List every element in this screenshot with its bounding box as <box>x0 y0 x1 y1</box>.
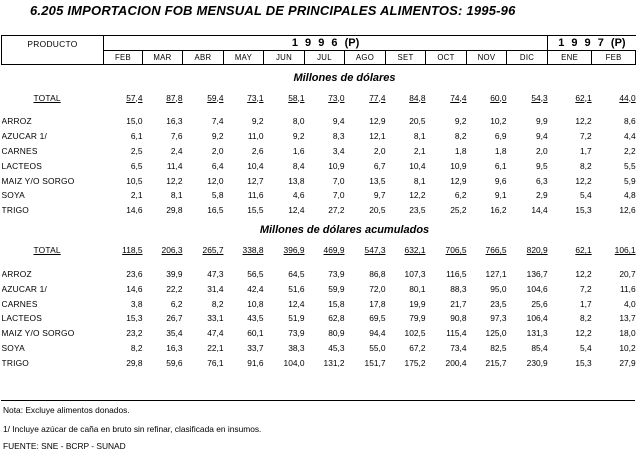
value-cell: 27,2 <box>328 205 345 216</box>
value-cell: 15,3 <box>575 205 592 216</box>
value-cell: 9,5 <box>535 160 548 171</box>
value-cell: 19,9 <box>409 298 426 309</box>
table-row <box>2 203 636 218</box>
month-header: NOV <box>467 51 507 65</box>
table-row <box>2 326 636 341</box>
month-header: MAR <box>143 51 183 65</box>
value-cell: 4,0 <box>623 298 636 309</box>
value-cell: 25,6 <box>531 298 548 309</box>
value-cell: 6,1 <box>494 160 507 171</box>
value-cell: 12,4 <box>288 298 305 309</box>
value-cell: 215,7 <box>485 357 507 368</box>
table-row <box>2 144 636 159</box>
value-cell: 1,7 <box>579 298 592 309</box>
value-cell: 88,3 <box>450 283 467 294</box>
value-cell: 125,0 <box>485 328 507 339</box>
value-cell: 2,0 <box>535 145 548 156</box>
value-cell: 106,4 <box>526 313 548 324</box>
value-cell: 13,7 <box>619 313 636 324</box>
value-cell: 54,3 <box>531 92 548 103</box>
section-title-row <box>2 218 636 243</box>
value-cell: 10,2 <box>490 116 507 127</box>
value-cell: 2,6 <box>251 145 264 156</box>
value-cell: 151,7 <box>364 357 386 368</box>
value-cell: 23,6 <box>126 268 143 279</box>
value-cell: 14,6 <box>126 205 143 216</box>
value-cell: 1,8 <box>454 145 467 156</box>
value-cell: 51,6 <box>288 283 305 294</box>
row-label: ARROZ <box>1 116 32 127</box>
row-label: LACTEOS <box>1 313 42 324</box>
value-cell: 79,9 <box>409 313 426 324</box>
year-1997-header <box>548 36 636 51</box>
value-cell: 39,9 <box>166 268 183 279</box>
total-row <box>2 243 636 258</box>
value-cell: 10,5 <box>126 175 143 186</box>
value-cell: 42,4 <box>247 283 264 294</box>
month-header: AGO <box>345 51 386 65</box>
value-cell: 29,8 <box>166 205 183 216</box>
value-cell: 2,4 <box>170 145 183 156</box>
value-cell: 25,2 <box>450 205 467 216</box>
value-cell: 8,2 <box>579 313 592 324</box>
value-cell: 62,8 <box>328 313 345 324</box>
value-cell: 21,7 <box>450 298 467 309</box>
value-cell: 74,4 <box>450 92 467 103</box>
value-cell: 4,6 <box>292 190 305 201</box>
table-row <box>2 173 636 188</box>
value-cell: 10,4 <box>409 160 426 171</box>
value-cell: 4,8 <box>623 190 636 201</box>
value-cell: 7,0 <box>332 175 345 186</box>
page-title: 6.205 IMPORTACION FOB MENSUAL DE PRINCIPALES ALIMENTOS: 1995-96 <box>30 3 516 18</box>
value-cell: 7,4 <box>211 116 224 127</box>
value-cell: 15,5 <box>247 205 264 216</box>
value-cell: 12,9 <box>450 175 467 186</box>
value-cell: 9,2 <box>211 131 224 142</box>
month-header: ENE <box>548 51 592 65</box>
value-cell: 2,0 <box>211 145 224 156</box>
value-cell: 14,6 <box>126 283 143 294</box>
section-title-row <box>2 65 636 91</box>
value-cell: 6,2 <box>454 190 467 201</box>
value-cell: 80,1 <box>409 283 426 294</box>
value-cell: 8,1 <box>413 175 426 186</box>
value-cell: 1,6 <box>292 145 305 156</box>
year-1997-suffix: (P) <box>610 37 626 49</box>
value-cell: 17,8 <box>369 298 386 309</box>
row-label: MAIZ Y/O SORGO <box>1 328 75 339</box>
table-row <box>2 129 636 144</box>
value-cell: 35,4 <box>166 328 183 339</box>
value-cell: 469,9 <box>323 245 345 256</box>
value-cell: 206,3 <box>161 245 183 256</box>
value-cell: 9,2 <box>292 131 305 142</box>
value-cell: 10,9 <box>328 160 345 171</box>
value-cell: 62,1 <box>575 245 592 256</box>
value-cell: 23,5 <box>490 298 507 309</box>
month-header: ABR <box>183 51 224 65</box>
value-cell: 22,1 <box>207 342 224 353</box>
month-header: FEB <box>104 51 143 65</box>
value-cell: 5,8 <box>211 190 224 201</box>
value-cell: 31,4 <box>207 283 224 294</box>
value-cell: 26,7 <box>166 313 183 324</box>
month-header: JUL <box>305 51 345 65</box>
value-cell: 59,6 <box>166 357 183 368</box>
value-cell: 6,3 <box>535 175 548 186</box>
value-cell: 1,8 <box>494 145 507 156</box>
value-cell: 8,0 <box>292 116 305 127</box>
month-header: DIC <box>507 51 548 65</box>
value-cell: 94,4 <box>369 328 386 339</box>
note-sugar: 1/ Incluye azúcar de caña en bruto sin refinar, clasificada en insumos. <box>3 424 262 434</box>
value-cell: 5,9 <box>623 175 636 186</box>
section-title: Millones de dólares acumulados <box>259 224 430 237</box>
value-cell: 766,5 <box>485 245 507 256</box>
value-cell: 82,5 <box>490 342 507 353</box>
value-cell: 20,5 <box>369 205 386 216</box>
value-cell: 23,2 <box>126 328 143 339</box>
value-cell: 9,9 <box>535 116 548 127</box>
value-cell: 8,1 <box>413 131 426 142</box>
value-cell: 60,1 <box>247 328 264 339</box>
value-cell: 73,4 <box>450 342 467 353</box>
value-cell: 10,2 <box>619 342 636 353</box>
value-cell: 12,2 <box>575 175 592 186</box>
value-cell: 72,0 <box>369 283 386 294</box>
value-cell: 15,3 <box>575 357 592 368</box>
value-cell: 5,5 <box>623 160 636 171</box>
value-cell: 64,5 <box>288 268 305 279</box>
total-row <box>2 90 636 105</box>
value-cell: 131,2 <box>323 357 345 368</box>
value-cell: 12,2 <box>575 116 592 127</box>
value-cell: 16,2 <box>490 205 507 216</box>
value-cell: 8,2 <box>211 298 224 309</box>
value-cell: 1,7 <box>579 145 592 156</box>
value-cell: 59,9 <box>328 283 345 294</box>
value-cell: 60,0 <box>490 92 507 103</box>
value-cell: 22,2 <box>166 283 183 294</box>
value-cell: 102,5 <box>404 328 426 339</box>
table-row <box>2 281 636 296</box>
row-label: MAIZ Y/O SORGO <box>1 175 75 186</box>
row-label: TOTAL <box>33 92 61 103</box>
value-cell: 7,2 <box>579 131 592 142</box>
value-cell: 47,4 <box>207 328 224 339</box>
value-cell: 7,6 <box>170 131 183 142</box>
value-cell: 4,4 <box>623 131 636 142</box>
value-cell: 104,0 <box>283 357 305 368</box>
value-cell: 58,1 <box>288 92 305 103</box>
value-cell: 84,8 <box>409 92 426 103</box>
value-cell: 706,5 <box>445 245 467 256</box>
value-cell: 118,5 <box>122 245 143 256</box>
value-cell: 10,9 <box>450 160 467 171</box>
value-cell: 10,4 <box>247 160 264 171</box>
value-cell: 2,1 <box>413 145 426 156</box>
value-cell: 8,3 <box>332 131 345 142</box>
value-cell: 6,4 <box>211 160 224 171</box>
value-cell: 107,3 <box>404 268 426 279</box>
value-cell: 20,7 <box>619 268 636 279</box>
value-cell: 20,5 <box>409 116 426 127</box>
table-row <box>2 114 636 129</box>
value-cell: 7,0 <box>332 190 345 201</box>
value-cell: 338,8 <box>242 245 264 256</box>
value-cell: 12,6 <box>619 205 636 216</box>
value-cell: 265,7 <box>202 245 224 256</box>
table-bottom-rule <box>1 400 635 401</box>
value-cell: 95,0 <box>490 283 507 294</box>
value-cell: 16,5 <box>207 205 224 216</box>
value-cell: 12,2 <box>409 190 426 201</box>
value-cell: 87,8 <box>166 92 183 103</box>
spacer-row <box>2 105 636 114</box>
value-cell: 3,4 <box>332 145 345 156</box>
value-cell: 11,0 <box>247 131 264 142</box>
value-cell: 396,9 <box>283 245 305 256</box>
month-header: OCT <box>426 51 467 65</box>
value-cell: 15,8 <box>328 298 345 309</box>
row-label: CARNES <box>1 145 38 156</box>
value-cell: 2,5 <box>130 145 143 156</box>
value-cell: 59,4 <box>207 92 224 103</box>
value-cell: 104,6 <box>526 283 548 294</box>
value-cell: 38,3 <box>288 342 305 353</box>
value-cell: 8,2 <box>130 342 143 353</box>
value-cell: 547,3 <box>364 245 386 256</box>
row-label: ARROZ <box>1 268 32 279</box>
value-cell: 15,3 <box>126 313 143 324</box>
value-cell: 11,6 <box>619 283 636 294</box>
value-cell: 73,9 <box>288 328 305 339</box>
value-cell: 106,1 <box>614 245 636 256</box>
note-donations: Nota: Excluye alimentos donados. <box>3 405 130 415</box>
value-cell: 7,2 <box>579 283 592 294</box>
row-label: TOTAL <box>33 245 61 256</box>
value-cell: 136,7 <box>526 268 548 279</box>
table-row <box>2 355 636 370</box>
value-cell: 69,5 <box>369 313 386 324</box>
value-cell: 632,1 <box>404 245 426 256</box>
value-cell: 33,1 <box>207 313 224 324</box>
row-label: AZUCAR 1/ <box>1 283 48 294</box>
value-cell: 115,4 <box>446 328 467 339</box>
product-header: PRODUCTO <box>2 36 104 65</box>
value-cell: 9,4 <box>332 116 345 127</box>
value-cell: 73,0 <box>328 92 345 103</box>
value-cell: 9,6 <box>494 175 507 186</box>
row-label: AZUCAR 1/ <box>1 131 48 142</box>
value-cell: 29,8 <box>126 357 143 368</box>
value-cell: 23,5 <box>409 205 426 216</box>
value-cell: 175,2 <box>404 357 426 368</box>
row-label: CARNES <box>1 298 38 309</box>
value-cell: 80,9 <box>328 328 345 339</box>
value-cell: 8,2 <box>579 160 592 171</box>
value-cell: 6,1 <box>130 131 143 142</box>
value-cell: 2,9 <box>535 190 548 201</box>
value-cell: 12,7 <box>247 175 264 186</box>
value-cell: 9,2 <box>251 116 264 127</box>
value-cell: 33,7 <box>247 342 264 353</box>
value-cell: 90,8 <box>450 313 467 324</box>
value-cell: 73,9 <box>328 268 345 279</box>
value-cell: 820,9 <box>526 245 548 256</box>
table-row <box>2 188 636 203</box>
value-cell: 2,2 <box>623 145 636 156</box>
value-cell: 16,3 <box>166 116 183 127</box>
source-note: FUENTE: SNE - BCRP - SUNAD <box>3 441 126 451</box>
spacer-row <box>2 258 636 267</box>
month-header: FEB <box>592 51 636 65</box>
value-cell: 43,5 <box>247 313 264 324</box>
month-header: SET <box>386 51 426 65</box>
value-cell: 13,5 <box>369 175 386 186</box>
value-cell: 2,0 <box>373 145 386 156</box>
value-cell: 57,4 <box>126 92 143 103</box>
value-cell: 3,8 <box>130 298 143 309</box>
month-header: MAY <box>224 51 264 65</box>
value-cell: 9,2 <box>454 116 467 127</box>
value-cell: 9,7 <box>373 190 386 201</box>
value-cell: 47,3 <box>207 268 224 279</box>
table-row <box>2 296 636 311</box>
table-row <box>2 341 636 356</box>
value-cell: 97,3 <box>490 313 507 324</box>
value-cell: 12,4 <box>288 205 305 216</box>
value-cell: 86,8 <box>369 268 386 279</box>
value-cell: 76,1 <box>207 357 224 368</box>
value-cell: 12,2 <box>575 268 592 279</box>
value-cell: 6,5 <box>130 160 143 171</box>
year-1996-header <box>104 36 548 51</box>
import-table <box>1 35 636 370</box>
section-title: Millones de dólares <box>293 71 396 84</box>
value-cell: 9,4 <box>535 131 548 142</box>
value-cell: 67,2 <box>409 342 426 353</box>
value-cell: 6,9 <box>494 131 507 142</box>
value-cell: 44,0 <box>619 92 636 103</box>
value-cell: 27,9 <box>619 357 636 368</box>
value-cell: 85,4 <box>531 342 548 353</box>
value-cell: 12,1 <box>369 131 386 142</box>
value-cell: 10,8 <box>247 298 264 309</box>
value-cell: 12,2 <box>166 175 183 186</box>
value-cell: 200,4 <box>445 357 467 368</box>
value-cell: 8,4 <box>292 160 305 171</box>
value-cell: 12,9 <box>369 116 386 127</box>
year-1996-suffix: (P) <box>344 37 360 49</box>
value-cell: 18,0 <box>619 328 636 339</box>
row-label: TRIGO <box>1 205 30 216</box>
value-cell: 62,1 <box>575 92 592 103</box>
value-cell: 45,3 <box>328 342 345 353</box>
value-cell: 15,0 <box>126 116 143 127</box>
value-cell: 91,6 <box>247 357 264 368</box>
table-row <box>2 158 636 173</box>
value-cell: 56,5 <box>247 268 264 279</box>
value-cell: 11,6 <box>247 190 264 201</box>
table-row <box>2 311 636 326</box>
value-cell: 51,9 <box>288 313 305 324</box>
row-label: SOYA <box>1 190 25 201</box>
value-cell: 131,3 <box>526 328 548 339</box>
value-cell: 127,1 <box>485 268 507 279</box>
value-cell: 5,4 <box>579 342 592 353</box>
value-cell: 77,4 <box>369 92 386 103</box>
value-cell: 9,1 <box>494 190 507 201</box>
row-label: SOYA <box>1 342 25 353</box>
value-cell: 8,1 <box>170 190 183 201</box>
value-cell: 230,9 <box>526 357 548 368</box>
value-cell: 2,1 <box>130 190 143 201</box>
value-cell: 8,2 <box>454 131 467 142</box>
row-label: TRIGO <box>1 357 30 368</box>
month-header: JUN <box>264 51 305 65</box>
value-cell: 73,1 <box>247 92 264 103</box>
value-cell: 116,5 <box>446 268 467 279</box>
value-cell: 14,4 <box>531 205 548 216</box>
value-cell: 55,0 <box>369 342 386 353</box>
year-1996-digits: 1 9 9 6 <box>291 37 340 49</box>
value-cell: 16,3 <box>166 342 183 353</box>
value-cell: 8,6 <box>623 116 636 127</box>
value-cell: 6,2 <box>170 298 183 309</box>
value-cell: 5,4 <box>579 190 592 201</box>
table-row <box>2 267 636 282</box>
year-1997-digits: 1 9 9 7 <box>558 37 606 49</box>
row-label: LACTEOS <box>1 160 42 171</box>
value-cell: 6,7 <box>373 160 386 171</box>
value-cell: 13,8 <box>288 175 305 186</box>
value-cell: 11,4 <box>166 160 183 171</box>
value-cell: 12,0 <box>207 175 224 186</box>
value-cell: 12,2 <box>575 328 592 339</box>
